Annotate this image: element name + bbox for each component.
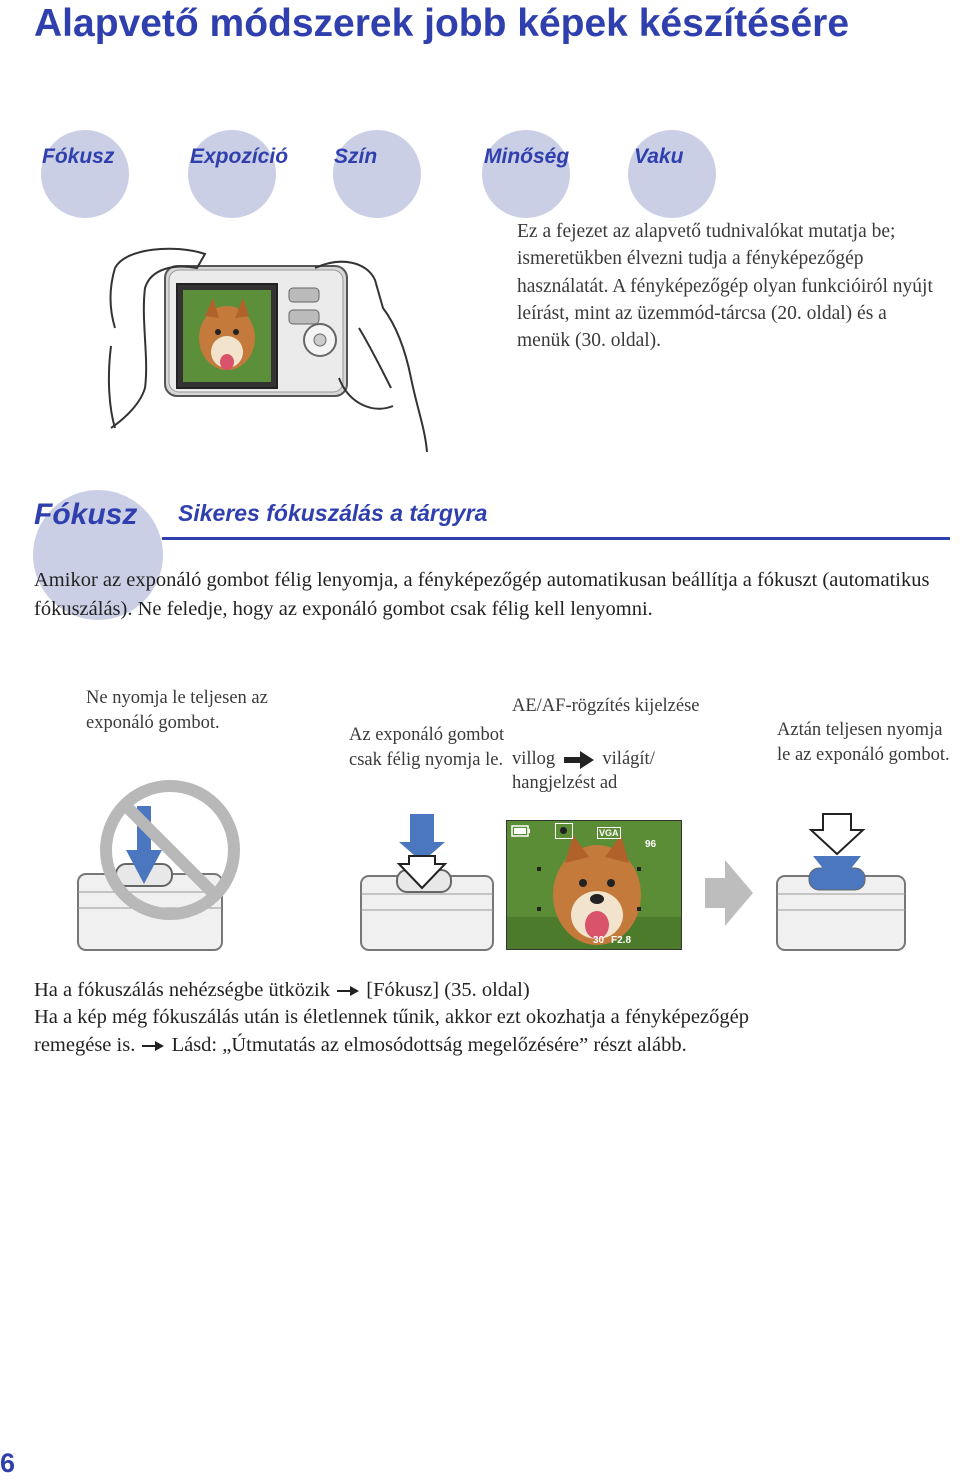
image-size-badge: VGA — [599, 828, 619, 838]
reference-arrow-icon — [337, 985, 359, 997]
step-4-illustration — [775, 812, 909, 952]
step-1-caption: Ne nyomja le teljesen az exponáló gombot. — [86, 688, 268, 733]
reference-arrow-icon — [142, 1040, 164, 1052]
step-3-caption-right: világít/ — [602, 749, 655, 769]
section-divider — [162, 537, 950, 540]
step-2-illustration — [359, 812, 497, 952]
step-3-caption-title: AE/AF-rögzítés kijelzése — [512, 696, 700, 716]
step-2-caption: Az exponáló gombot csak félig nyomja le. — [349, 725, 505, 770]
step-4-caption: Aztán teljesen nyomja le az exponáló gombot. — [777, 720, 950, 765]
note-line-3 — [34, 1034, 687, 1057]
tab-circle — [188, 130, 276, 218]
page-number: 6 — [0, 1448, 16, 1478]
remaining-shots: 96 — [645, 839, 657, 850]
tab-label: Vaku — [634, 145, 684, 168]
note-line-2: Ha a kép még fókuszálás után is életlennek tűnik, akkor ezt okozhatja a fényképezőgép — [34, 1006, 749, 1028]
tab-label: Fókusz — [42, 145, 115, 168]
tab-label: Expozíció — [190, 145, 289, 168]
tab-circle — [41, 130, 129, 218]
intro-paragraph: Ez a fejezet az alapvető tudnivalókat mutatja be; ismeretükben élvezni tudja a fényképezőgép használatát. A fényképezőgép olyan funkcióiról nyújt leírást, mint az üzemmód-tárcsa (20. oldal) és a menük (30. oldal). — [517, 221, 933, 352]
tab-circle — [333, 130, 421, 218]
section-body: Amikor az exponáló gombot félig lenyomja, a fényképezőgép automatikusan beállítja a fókuszt (automatikus fókuszálás). Ne feledje, hogy az exponáló gombot csak félig kell lenyomni. — [34, 569, 930, 620]
step-1-illustration — [76, 776, 248, 954]
step-3-caption-bottom: hangjelzést ad — [512, 773, 618, 793]
shutter-speed: 30 — [593, 935, 605, 946]
battery-icon — [511, 825, 531, 837]
tab-label: Szín — [334, 145, 378, 168]
lcd-preview — [506, 820, 682, 950]
camera-in-hands-illustration — [105, 228, 435, 452]
section-subtitle: Sikeres fókuszálás a tárgyra — [178, 500, 488, 526]
tab-circle — [482, 130, 570, 218]
next-step-arrow-icon — [705, 860, 753, 926]
note-line-1-link[interactable]: [Fókusz] (35. oldal) — [366, 979, 530, 1001]
section-label: Fókusz — [34, 498, 138, 531]
page-title: Alapvető módszerek jobb képek készítésére — [34, 2, 850, 45]
tab-label: Minőség — [484, 145, 570, 168]
note-line-1 — [34, 979, 530, 1002]
full-press-arrow-icon — [811, 814, 863, 854]
step-3-caption-left: villog — [512, 749, 556, 769]
note-line-3-link[interactable]: Lásd: „Útmutatás az elmosódottság megelőzésére” részt alább. — [171, 1034, 687, 1056]
note-line-3-pre: remegése is. — [34, 1034, 136, 1056]
arrow-right-icon — [564, 751, 594, 769]
aperture-value: F2.8 — [611, 935, 632, 946]
note-line-1-pre: Ha a fókuszálás nehézségbe ütközik — [34, 979, 330, 1001]
tab-circle — [628, 130, 716, 218]
af-lock-indicator-icon — [555, 823, 573, 839]
af-frame-icon — [537, 867, 641, 911]
half-press-arrow-icon — [410, 814, 434, 844]
step-3-caption-row — [512, 747, 752, 772]
